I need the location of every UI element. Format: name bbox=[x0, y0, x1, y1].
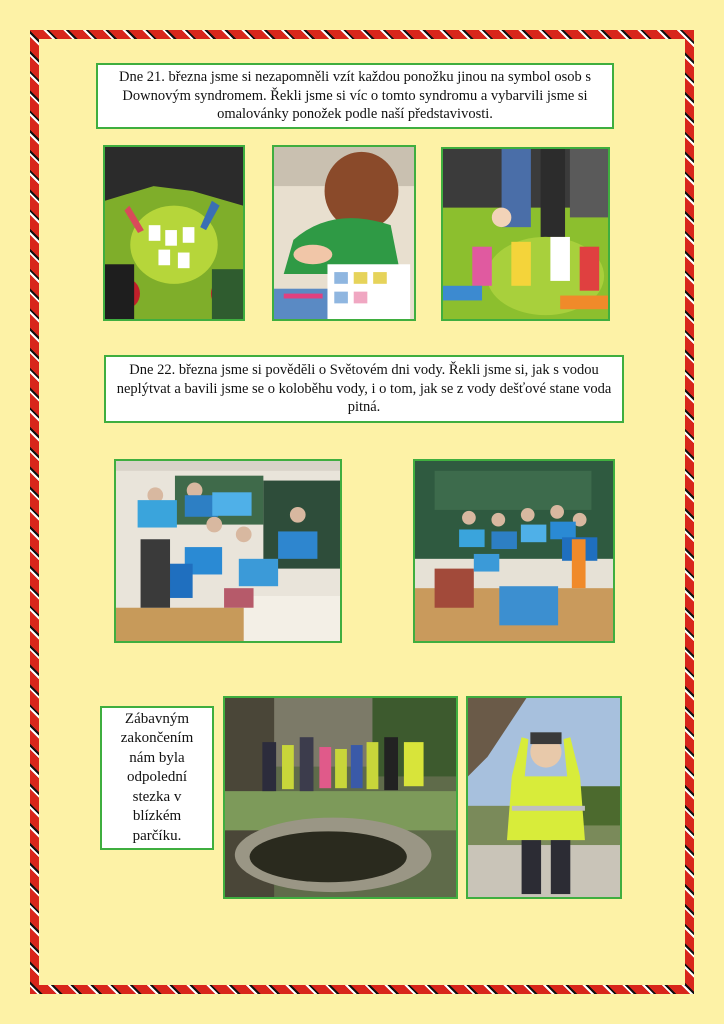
photo-child-safety-vest bbox=[466, 696, 622, 899]
caption-water-day-text: Dne 22. března jsme si povědĕli o Světovém dni vody. Řekli jsme si, jak s vodou neplýtvat a bavili jsme se o koloběhu vody, i o tom, jak se z vody dešťové stane voda pitná. bbox=[116, 361, 612, 416]
caption-socks-day-text: Dne 21. března jsme si nezapomněli vzít každou ponožku jinou na symbol osob s Downovým syndromem. Řekli jsme si víc o tomto syndromu a vybarvili jsme si omalovánky ponožek podle naší představivosti. bbox=[119, 68, 591, 123]
photo-coloring-child bbox=[272, 145, 416, 321]
caption-park-trail bbox=[100, 706, 214, 850]
photo-park-group bbox=[223, 696, 458, 899]
photo-class-water-drawings-1 bbox=[114, 459, 342, 643]
photo-socks-circle bbox=[103, 145, 245, 321]
photo-colorful-socks bbox=[441, 147, 610, 321]
caption-park-trail-text: Zábavným zakončením nám byla odpolední stezka v blízkém parčíku. bbox=[120, 710, 194, 844]
caption-socks-day bbox=[96, 63, 614, 129]
photo-class-water-drawings-2 bbox=[413, 459, 615, 643]
caption-water-day bbox=[104, 355, 624, 423]
